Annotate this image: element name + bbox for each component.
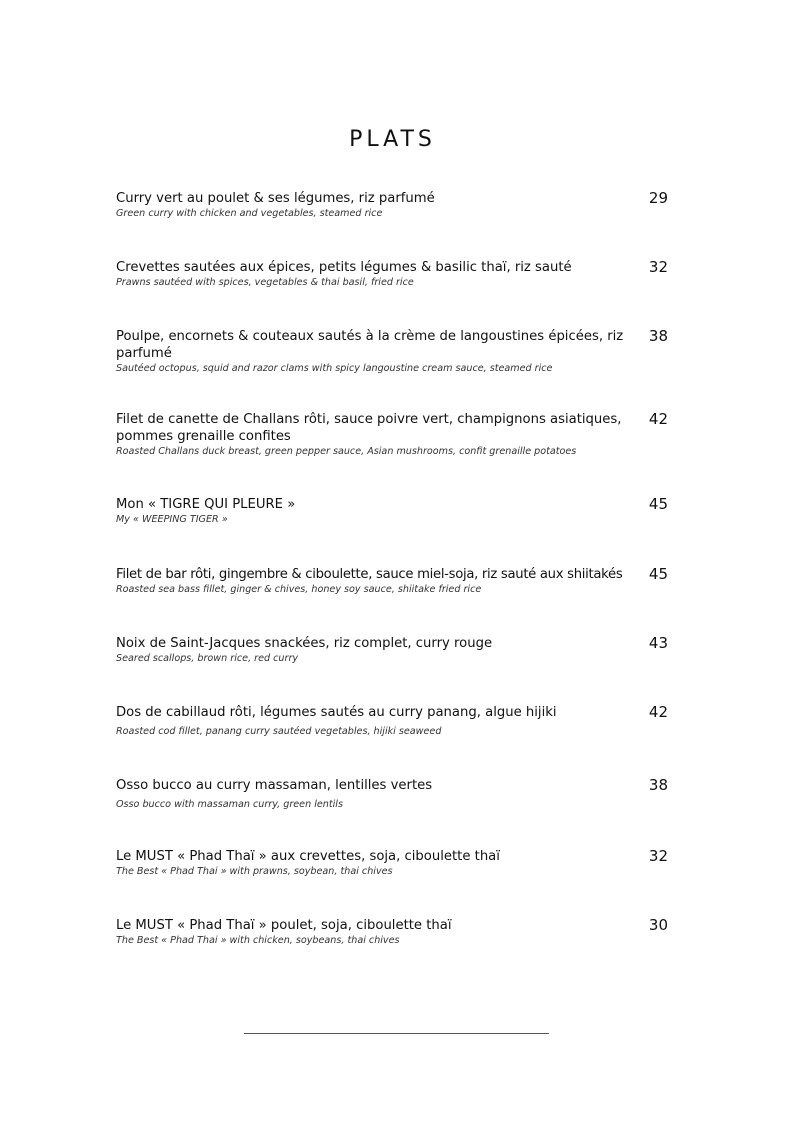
dish-name-fr: Mon « TIGRE QUI PLEURE » bbox=[116, 497, 296, 512]
dish-name-fr: Filet de canette de Challans rôti, sauce poivre vert, champignons asiatiques, pommes grenaille confites bbox=[116, 412, 622, 444]
dish-name-fr: Filet de bar rôti, gingembre & ciboulette, sauce miel-soja, riz sauté aux shiitakés bbox=[116, 567, 623, 582]
dish-name-en: My « WEEPING TIGER » bbox=[116, 514, 228, 525]
dish-name-fr: Crevettes sautées aux épices, petits légumes & basilic thaï, riz sauté bbox=[116, 260, 572, 275]
menu-item bbox=[116, 328, 676, 375]
dish-name-fr: Le MUST « Phad Thaï » poulet, soja, ciboulette thaï bbox=[116, 918, 452, 933]
dish-price: 45 bbox=[648, 495, 668, 513]
dish-name-en: Roasted Challans duck breast, green pepper sauce, Asian mushrooms, confit grenaille potatoes bbox=[116, 446, 577, 457]
dish-name-en: Osso bucco with massaman curry, green lentils bbox=[116, 799, 343, 810]
dish-price: 32 bbox=[648, 258, 668, 276]
dish-name-fr: Le MUST « Phad Thaï » aux crevettes, soja, ciboulette thaï bbox=[116, 849, 500, 864]
dish-name-fr: Osso bucco au curry massaman, lentilles vertes bbox=[116, 778, 433, 793]
dish-name-en: The Best « Phad Thai » with prawns, soybean, thai chives bbox=[116, 866, 393, 877]
menu-item bbox=[116, 704, 676, 738]
menu-item bbox=[116, 777, 676, 811]
menu-item bbox=[116, 411, 676, 458]
dish-price: 45 bbox=[648, 565, 668, 583]
menu-item bbox=[116, 917, 676, 947]
dish-price: 38 bbox=[648, 776, 668, 794]
menu-item bbox=[116, 496, 676, 526]
dish-name-fr: Curry vert au poulet & ses légumes, riz parfumé bbox=[116, 191, 435, 206]
dish-price: 42 bbox=[648, 410, 668, 428]
dish-name-fr: Noix de Saint-Jacques snackées, riz complet, curry rouge bbox=[116, 636, 493, 651]
dish-price: 43 bbox=[648, 634, 668, 652]
dish-name-en: Sautéed octopus, squid and razor clams with spicy langoustine cream sauce, steamed rice bbox=[116, 363, 553, 374]
dish-name-en: Roasted cod fillet, panang curry sautéed vegetables, hijiki seaweed bbox=[116, 726, 442, 737]
dish-name-en: Seared scallops, brown rice, red curry bbox=[116, 653, 299, 664]
dish-name-en: The Best « Phad Thai » with chicken, soybeans, thai chives bbox=[116, 935, 400, 946]
dish-name-fr: Poulpe, encornets & couteaux sautés à la crème de langoustines épicées, riz parfumé bbox=[116, 329, 624, 361]
dish-name-en: Prawns sautéed with spices, vegetables & thai basil, fried rice bbox=[116, 277, 414, 288]
bottom-divider bbox=[244, 1033, 549, 1034]
dish-name-en: Green curry with chicken and vegetables, steamed rice bbox=[116, 208, 383, 219]
menu-item bbox=[116, 566, 676, 596]
menu-item bbox=[116, 190, 676, 220]
dish-price: 38 bbox=[648, 327, 668, 345]
dish-price: 42 bbox=[648, 703, 668, 721]
dish-price: 30 bbox=[648, 916, 668, 934]
dish-name-fr: Dos de cabillaud rôti, légumes sautés au curry panang, algue hijiki bbox=[116, 705, 557, 720]
menu-item bbox=[116, 635, 676, 665]
dish-name-en: Roasted sea bass fillet, ginger & chives, honey soy sauce, shiitake fried rice bbox=[116, 584, 482, 595]
dish-price: 32 bbox=[648, 847, 668, 865]
menu-item bbox=[116, 848, 676, 878]
menu-item bbox=[116, 259, 676, 289]
dish-price: 29 bbox=[648, 189, 668, 207]
page-title: PLATS bbox=[349, 127, 436, 152]
